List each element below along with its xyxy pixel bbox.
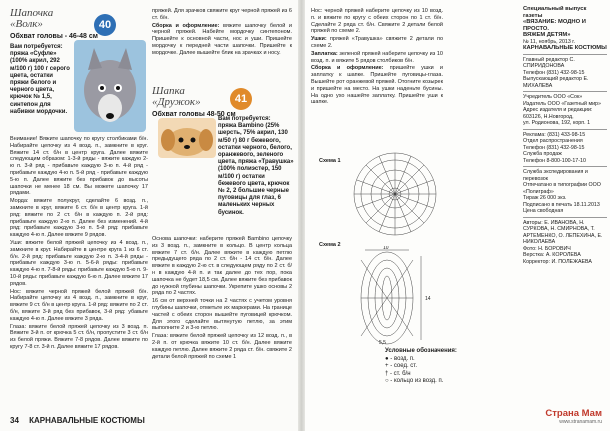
wolf-para-5: Глаза: вяжите белой пряжей цепочку из 3 возд. п. Вяжите 3-й п. от крючка 5 ст. б/н, пропустите 3 ст. б/н из белой пряжи. Вяжите 7-8 рядов. Далее вяжите по кругу 7-8 ст. 3-й п. Далее вяжите 17 рядов. bbox=[10, 323, 148, 350]
mast-line-17: Служба экспедирования и перевозок bbox=[523, 169, 588, 182]
wolf-assembly-body: вяжите шапочку белой и черной пряжей. Набейте мордочку синтепоном. Пришейте к основной части, нос и уши. Пришейте мордочку к передней части шапочки. Пришейте к мордочке. Далее вышейте блик на зрачках и носу. bbox=[152, 22, 292, 56]
mast-line-14: Телефон (831) 432-98-15 bbox=[523, 144, 585, 151]
mast-line-10: Адрес издателя и редакции: 603126, Н.Новгород, bbox=[523, 107, 593, 120]
legend-text-sc: - ст. б/н bbox=[390, 370, 411, 377]
dim-width: 10 bbox=[383, 246, 389, 251]
puppy-para-1: Основа шапочки: наберите пряжей Bambino цепочку из 3 возд. п., замкните в кольцо. В центр кольца вяжите 7 ст. б/н. Далее вяжите в каждую петлю предыдущего ряда по 2 ст. б/н - 14 ст. б/н. Далее вяжите в каждую 2-ю ст. в следующем ряду по 2 ст. б/н в каждую 4-й п. и так далее до тех пор, пока шапочка не будет 18,5 см. Далее вяжите без прибавок до нужной глубины шапочки. Укрепите ушко основы 2 ряда по 2 частях. bbox=[152, 236, 292, 297]
wolf-materials-head: Вам потребуется: bbox=[10, 44, 63, 50]
mast-line-2: ВЯЖЕМ ДЕТЯМ» bbox=[523, 32, 571, 38]
mast-line-12: Реклама: (831) 433-98-15 bbox=[523, 131, 586, 138]
legend-row bbox=[385, 363, 505, 371]
wolf-materials-body: пряжа «Суфле» (100% акрил, 292 м/100 г) 100 г серого цвета, остатки пряжи белого и черного цвета, крючок № 1,5, синтепон для набивки мордочки. bbox=[10, 51, 70, 115]
puppy-materials bbox=[218, 116, 294, 217]
mast-line-11: ул. Родионова, 192, корп. 1 bbox=[523, 120, 591, 126]
ears-label: Ушки: bbox=[311, 36, 327, 43]
wolf-title-block bbox=[10, 8, 150, 40]
mast-line-13: Отдел распространения bbox=[523, 138, 583, 144]
ears-body: пряжей «Травушка» свяжите 2 детали по схеме 2. bbox=[311, 36, 444, 49]
watermark-url: www.stranamam.ru bbox=[559, 419, 602, 425]
mast-line-25: Корректор: И. ПОЛЕЖАЕВА bbox=[523, 258, 592, 265]
mast-line-16: Телефон 8-800-100-17-10 bbox=[523, 157, 586, 164]
footer-title: КАРНАВАЛЬНЫЕ КОСТЮМЫ bbox=[29, 416, 145, 425]
schema1-diagram bbox=[335, 150, 455, 238]
wolf-instructions bbox=[10, 136, 148, 352]
legend-text-chain: - возд. п. bbox=[390, 355, 415, 362]
puppy-materials-body: пряжа Bambino (25% шерсть, 75% акрил, 130 м/50 г) 80 г бежевого, остатки черного, белого, оранжевого, зеленого цвета, пряжа «Травушка» (100% полиэстер, 150 м/100 г) остатки бежевого цвета, крючок № 2, 2 большие черные пуговицы для глаз, 6 маленьких черных бусинок. bbox=[218, 123, 294, 216]
wolf-para-2: Морда: вяжите полукруг, сделайте 6 возд. п., замкните в круг, вяжите 6 ст. б/н в центр круга. 1-й ряд: вяжите по 2 ст. б/н в каждую п. 2-й ряд: прибавьте каждую 2-ю п. Далее без изменений. 4-й ряд: прибавьте каждую 3-ю п. 5-й ряд: прибавьте каждую 4-ю п. Далее вяжите 9 рядов. bbox=[10, 198, 148, 239]
watermark bbox=[545, 408, 602, 425]
patch-label: Заплатка: bbox=[311, 50, 338, 57]
mast-line-0: Специальный выпуск газеты bbox=[523, 6, 587, 19]
legend-row bbox=[385, 378, 505, 386]
right-page bbox=[305, 0, 610, 431]
assembly-label: Сборка и оформление: bbox=[311, 65, 384, 72]
mast-line-5: Главный редактор С. СПИРИДОНОВА bbox=[523, 56, 575, 69]
mast-line-7: Выпускающий редактор Е. МИХАЛЕВА bbox=[523, 76, 589, 89]
mast-line-6: Телефон (831) 432-98-15 bbox=[523, 69, 585, 76]
mast-line-23: Фото: Н. БОРОВИЧ bbox=[523, 245, 571, 252]
wolf-title-line2: «Волк» bbox=[10, 18, 43, 30]
mast-line-22: Авторы: Е. ИВАНОВА, Н. СУРКОВА, Н. СМИРНОВА, Т. АРТЕМЕНКО, О. ЛЕПЕХИНА, Е. НИКОЛАЕВА bbox=[523, 219, 603, 245]
puppy-para-2: 16 см от верхней точки на 2 частях с учетом уровня глубины шапочки, отметьте их маркерами. На границе частей с обеих сторон вышейте пуговицей крючком. Для этого сделайте вытянутую петлю, за этим выполните 2 и 3-ю петлю. bbox=[152, 298, 292, 332]
mast-line-15: Служба продаж bbox=[523, 151, 562, 157]
left-page bbox=[0, 0, 298, 431]
wolf-badge: 40 bbox=[94, 14, 116, 36]
puppy-instructions-cont bbox=[311, 8, 443, 107]
mast-line-20: Подписано в печать 18.11.2013 bbox=[523, 201, 600, 208]
mast-line-18: Отпечатано в типографии ООО «Полиграф» bbox=[523, 182, 601, 195]
book-spine bbox=[298, 0, 305, 431]
assembly-body: пришейте ушки и заплатку к шапке. Пришейте пуговицы-глаза. Вышейте рот оранжевой пряжей. Отогните козырек и пришейте на место. На ушки наденьте бусины. На одно ухо нашейте заплатку. Пришейте уши к шапке. bbox=[311, 65, 443, 106]
legend-row bbox=[385, 371, 505, 379]
mast-line-9: Издатель ООО «Газетный мир» bbox=[523, 100, 601, 107]
wolf-para-4: Нос: вяжите черной пряжей белой пряжей б/н. Набирайте цепочку из 4 возд. п., замкните в круг, вяжите 9 ст. б/н в центр круга. 1-й ряд: вяжите по 2 ст. б/н, вяжите 3-й ряд без прибавок, 3-й ряд: убавьте каждую 4-ю п. Далее вяжите 3 ряда. bbox=[10, 288, 148, 322]
page-number: 34 bbox=[10, 416, 19, 425]
wolf-col2 bbox=[152, 8, 292, 58]
puppy-title-block bbox=[152, 86, 292, 118]
legend-title: Условные обозначения: bbox=[385, 348, 457, 354]
wolf-col2-top: пряжей. Для зрачков свяжите круг черной пряжей из 6 ст. б/н. bbox=[152, 8, 292, 21]
mast-line-3: № 11, ноябрь, 2013 г. bbox=[523, 38, 576, 45]
schema1-label: Схема 1 bbox=[319, 158, 341, 164]
puppy-hat-photo bbox=[158, 118, 216, 158]
wolf-head-size: Обхват головы - 46-48 см bbox=[10, 33, 98, 40]
puppy-materials-head: Вам потребуется: bbox=[218, 116, 271, 122]
watermark-text: Страна Мам bbox=[545, 408, 602, 419]
legend bbox=[385, 348, 505, 386]
puppy-title-line2: «Дружок» bbox=[152, 96, 201, 108]
patch-body: зеленой пряжей наберите цепочку из 10 возд. п. и вяжите 5 рядов столбиков б/н. bbox=[311, 50, 443, 64]
mast-line-24: Верстка: А. КОРОЛЕВА bbox=[523, 252, 581, 258]
puppy-title-line1: Шапка bbox=[152, 85, 185, 97]
wolf-para-3: Уши: вяжите белой пряжей цепочку из 4 возд. п., замкните в круг. Набирайте в центре круга 1 из 6 ст. б/н. 2-й ряд: прибавьте каждую 2-ю п. 3-4-й ряды - прибавьте каждую 3-ю п. 5-6-й ряды: прибавьте каждую 4-ю п. 7-8-й ряды: прибавьте каждую 5-ю п. 9-10-й ряды: прибавьте каждую 6-ю п. Далее вяжите 17 рядов. bbox=[10, 239, 148, 287]
schema2-label: Схема 2 bbox=[319, 242, 341, 248]
legend-row bbox=[385, 356, 505, 364]
mast-line-1: «ВЯЗАНИЕ: МОДНО И ПРОСТО. bbox=[523, 19, 586, 32]
puppy-head-size: Обхват головы 48-50 см bbox=[152, 111, 236, 118]
wolf-title-line1: Шапочка bbox=[10, 7, 54, 19]
puppy-badge: 41 bbox=[230, 88, 252, 110]
mast-line-4: КАРНАВАЛЬНЫЕ КОСТЮМЫ bbox=[523, 45, 607, 51]
nose-text: Нос: черной пряжей наберите цепочку из 10 возд. п. и вяжите по кругу с обеих сторон по 1 ст. б/н. Сделайте 2 ряда ст. б/н. Свяжите 2 детали белой пряжей по схеме 2. bbox=[311, 8, 443, 35]
wolf-hat-photo bbox=[74, 40, 146, 132]
mast-line-21: Цена свободная bbox=[523, 208, 564, 214]
legend-symbol-sc: † bbox=[385, 370, 389, 377]
wolf-para-1: Внимание! Вяжите шапочку по кругу столбиками б/н. Набирайте цепочку из 4 возд. п., замкните в круг. Вяжите 14 ст. б/н в центр круга. Далее вяжите следующим образом: 1-3-й ряды - вяжите каждую 2-ю п. 3-й ряд - прибавьте каждую 3-ю п. 4-й ряд - прибавьте каждую 4-ю п. 5-й ряд - прибавьте каждую 5-ю п. Далее вяжите без прибавок до высоты шапочки не менее 18 см. Вы можете шапочку 17 рядами. bbox=[10, 136, 148, 197]
legend-symbol-ring: ○ bbox=[385, 378, 389, 384]
dim-bottom: 5,5 bbox=[379, 340, 386, 346]
left-footer bbox=[10, 416, 145, 425]
wolf-materials bbox=[10, 44, 72, 116]
masthead bbox=[523, 6, 607, 406]
legend-text-ring: - кольцо из возд. п. bbox=[390, 378, 444, 384]
puppy-para-3: Глаза: вяжите белой пряжей цепочку из 12 возд. п., в 2-й п. от крючка вяжите 10 ст. б/н. Далее вяжите каждую петлю. Далее вяжите 2 ряда ст. б/н. свяжите 2 детали белой пряжей по схеме 1 bbox=[152, 333, 292, 360]
dim-height: 14 bbox=[425, 296, 431, 302]
schema2-diagram bbox=[339, 246, 459, 346]
legend-text-slip: - соед. ст. bbox=[390, 363, 418, 369]
puppy-instructions bbox=[152, 236, 292, 361]
wolf-assembly-head: Сборка и оформление: bbox=[152, 22, 220, 29]
legend-symbol-chain: ● bbox=[385, 355, 389, 362]
legend-symbol-slip: + bbox=[385, 363, 389, 369]
mast-line-8: Учредитель ООО «Сок» bbox=[523, 94, 583, 100]
mast-line-19: Тираж 26 000 экз. bbox=[523, 195, 567, 201]
